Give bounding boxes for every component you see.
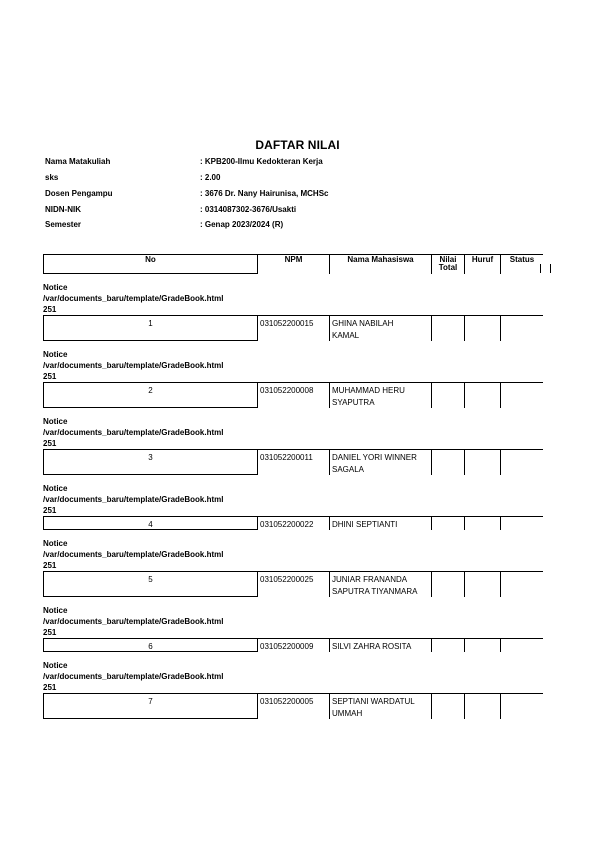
table-row bbox=[43, 315, 543, 341]
table-header bbox=[43, 254, 543, 274]
cell-no: 4 bbox=[43, 516, 257, 530]
cell-no: 7 bbox=[43, 693, 257, 719]
notice-block bbox=[43, 530, 543, 571]
notice-path: /var/documents_baru/template/GradeBook.html bbox=[43, 361, 224, 370]
header-divider bbox=[540, 264, 541, 273]
header-huruf: Huruf bbox=[464, 254, 500, 274]
cell-nilai-total bbox=[431, 449, 464, 475]
meta-label: sks bbox=[45, 173, 59, 182]
cell-status bbox=[500, 516, 543, 530]
header-no: No bbox=[43, 254, 257, 274]
nama-line1: DHINI SEPTIANTI bbox=[332, 520, 398, 529]
meta-label: Nama Matakuliah bbox=[45, 157, 111, 166]
cell-huruf bbox=[464, 638, 500, 652]
cell-status bbox=[500, 693, 543, 719]
cell-npm: 031052200015 bbox=[257, 315, 329, 341]
cell-no: 1 bbox=[43, 315, 257, 341]
header-status: Status bbox=[500, 254, 543, 274]
cell-status bbox=[500, 382, 543, 408]
grade-table bbox=[43, 254, 543, 719]
page-title: DAFTAR NILAI bbox=[255, 138, 340, 152]
meta-value: : Genap 2023/2024 (R) bbox=[200, 220, 284, 229]
nama-line2: SAPUTRA TIYANMARA bbox=[332, 587, 418, 596]
cell-npm: 031052200011 bbox=[257, 449, 329, 475]
cell-nilai-total bbox=[431, 315, 464, 341]
cell-nama bbox=[329, 516, 431, 530]
notice-block bbox=[43, 408, 543, 449]
cell-huruf bbox=[464, 693, 500, 719]
cell-no: 3 bbox=[43, 449, 257, 475]
cell-huruf bbox=[464, 571, 500, 597]
notice-title: Notice bbox=[43, 417, 68, 426]
notice-line: 251 bbox=[43, 628, 57, 637]
meta-value: : KPB200-Ilmu Kedokteran Kerja bbox=[200, 157, 323, 166]
notice-block bbox=[43, 341, 543, 382]
cell-no: 5 bbox=[43, 571, 257, 597]
notice-title: Notice bbox=[43, 484, 68, 493]
cell-npm: 031052200008 bbox=[257, 382, 329, 408]
cell-nilai-total bbox=[431, 571, 464, 597]
table-row bbox=[43, 382, 543, 408]
cell-status bbox=[500, 315, 543, 341]
nama-line1: DANIEL YORI WINNER bbox=[332, 453, 417, 462]
cell-huruf bbox=[464, 449, 500, 475]
nama-line1: SEPTIANI WARDATUL bbox=[332, 697, 415, 706]
notice-block bbox=[43, 652, 543, 693]
notice-path: /var/documents_baru/template/GradeBook.html bbox=[43, 550, 224, 559]
nama-line1: MUHAMMAD HERU bbox=[332, 386, 405, 395]
meta-value: : 0314087302-3676/Usakti bbox=[200, 205, 297, 214]
cell-status bbox=[500, 449, 543, 475]
cell-nama bbox=[329, 638, 431, 652]
table-row bbox=[43, 449, 543, 475]
cell-nama bbox=[329, 571, 431, 597]
notice-block bbox=[43, 597, 543, 638]
meta-label: Semester bbox=[45, 220, 82, 229]
notice-line: 251 bbox=[43, 305, 57, 314]
notice-path: /var/documents_baru/template/GradeBook.html bbox=[43, 294, 224, 303]
notice-line: 251 bbox=[43, 561, 57, 570]
table-row bbox=[43, 693, 543, 719]
notice-path: /var/documents_baru/template/GradeBook.html bbox=[43, 428, 224, 437]
cell-nama bbox=[329, 693, 431, 719]
cell-nilai-total bbox=[431, 638, 464, 652]
cell-npm: 031052200022 bbox=[257, 516, 329, 530]
cell-no: 2 bbox=[43, 382, 257, 408]
cell-nilai-total bbox=[431, 516, 464, 530]
table-row bbox=[43, 638, 543, 652]
meta-label: NIDN-NIK bbox=[45, 205, 81, 214]
notice-title: Notice bbox=[43, 283, 68, 292]
header-npm: NPM bbox=[257, 254, 329, 274]
cell-nama bbox=[329, 315, 431, 341]
cell-status bbox=[500, 638, 543, 652]
header-nilai-line2: Total bbox=[438, 263, 458, 272]
nama-line2: SYAPUTRA bbox=[332, 398, 375, 407]
notice-title: Notice bbox=[43, 539, 68, 548]
cell-npm: 031052200025 bbox=[257, 571, 329, 597]
cell-npm: 031052200009 bbox=[257, 638, 329, 652]
cell-nama bbox=[329, 449, 431, 475]
notice-line: 251 bbox=[43, 372, 57, 381]
header-nilai-line1: Nilai bbox=[439, 255, 457, 264]
header-nama: Nama Mahasiswa bbox=[329, 254, 431, 274]
cell-huruf bbox=[464, 516, 500, 530]
nama-line1: GHINA NABILAH bbox=[332, 319, 394, 328]
notice-block bbox=[43, 274, 543, 315]
header-nilai-total bbox=[431, 254, 464, 274]
cell-status bbox=[500, 571, 543, 597]
notice-line: 251 bbox=[43, 439, 57, 448]
meta-value: : 2.00 bbox=[200, 173, 221, 182]
cell-nilai-total bbox=[431, 693, 464, 719]
nama-line2: SAGALA bbox=[332, 465, 365, 474]
cell-no: 6 bbox=[43, 638, 257, 652]
header-divider bbox=[550, 264, 551, 273]
notice-title: Notice bbox=[43, 350, 68, 359]
nama-line2: UMMAH bbox=[332, 709, 363, 718]
cell-nama bbox=[329, 382, 431, 408]
nama-line2: KAMAL bbox=[332, 331, 360, 340]
notice-title: Notice bbox=[43, 661, 68, 670]
cell-npm: 031052200005 bbox=[257, 693, 329, 719]
notice-line: 251 bbox=[43, 506, 57, 515]
nama-line1: JUNIAR FRANANDA bbox=[332, 575, 408, 584]
notice-title: Notice bbox=[43, 606, 68, 615]
table-row bbox=[43, 571, 543, 597]
notice-path: /var/documents_baru/template/GradeBook.html bbox=[43, 495, 224, 504]
meta-label: Dosen Pengampu bbox=[45, 189, 113, 198]
nama-line1: SILVI ZAHRA ROSITA bbox=[332, 642, 412, 651]
notice-path: /var/documents_baru/template/GradeBook.html bbox=[43, 672, 224, 681]
cell-nilai-total bbox=[431, 382, 464, 408]
notice-block bbox=[43, 475, 543, 516]
notice-line: 251 bbox=[43, 683, 57, 692]
notice-path: /var/documents_baru/template/GradeBook.html bbox=[43, 617, 224, 626]
table-row bbox=[43, 516, 543, 530]
cell-huruf bbox=[464, 382, 500, 408]
cell-huruf bbox=[464, 315, 500, 341]
meta-value: : 3676 Dr. Nany Hairunisa, MCHSc bbox=[200, 189, 329, 198]
